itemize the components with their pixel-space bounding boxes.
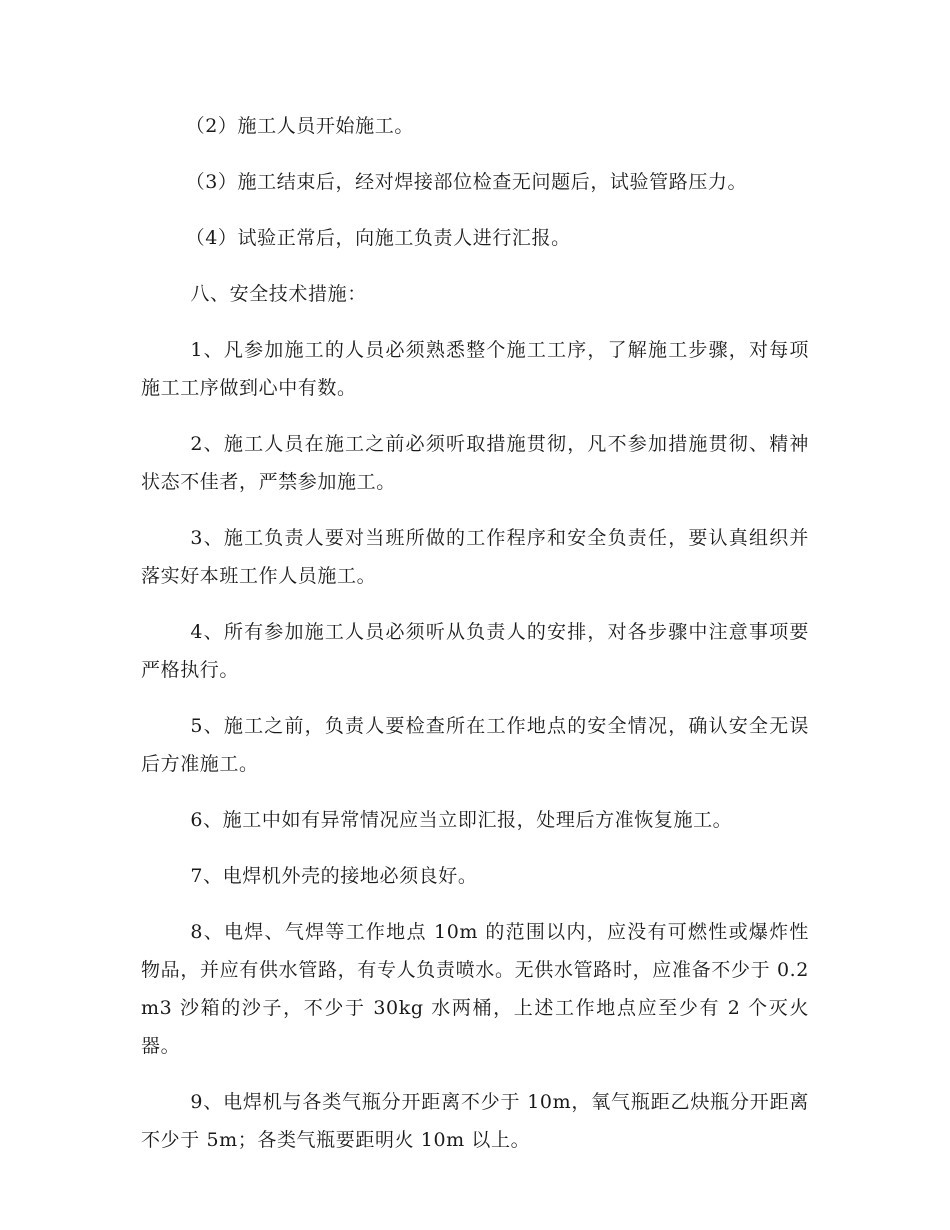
safety-item-7: 7、电焊机外壳的接地必须良好。	[190, 865, 478, 887]
step-2-paragraph: （2）施工人员开始施工。	[185, 115, 414, 137]
safety-item-5: 5、施工之前，负责人要检查所在工作地点的安全情况，确认安全无误后方准施工。	[141, 715, 809, 775]
safety-item-8: 8、电焊、气焊等工作地点 10m 的范围以内，应没有可燃性或爆炸性物品，并应有供水管路，有专人负责喷水。无供水管路时，应准备不少于 0.2m3 沙箱的沙子，不少于 30kg 水两桶，上述工作地点应至少有 2 个灭火器。	[141, 921, 809, 1057]
document-body	[141, 107, 809, 1159]
safety-item-1: 1、凡参加施工的人员必须熟悉整个施工工序，了解施工步骤，对每项施工工序做到心中有数。	[141, 339, 809, 399]
safety-item-6: 6、施工中如有异常情况应当立即汇报，处理后方准恢复施工。	[190, 809, 733, 831]
safety-item-2: 2、施工人员在施工之前必须听取措施贯彻，凡不参加措施贯彻、精神状态不佳者，严禁参加施工。	[141, 433, 809, 493]
section-heading: 八、安全技术措施：	[190, 283, 367, 305]
safety-item-4: 4、所有参加施工人员必须听从负责人的安排，对各步骤中注意事项要严格执行。	[141, 621, 809, 681]
step-4-paragraph: （4）试验正常后，向施工负责人进行汇报。	[185, 227, 571, 249]
safety-item-9: 9、电焊机与各类气瓶分开距离不少于 10m，氧气瓶距乙炔瓶分开距离不少于 5m；各类气瓶要距明火 10m 以上。	[141, 1091, 809, 1151]
safety-item-3: 3、施工负责人要对当班所做的工作程序和安全负责任，要认真组织并落实好本班工作人员施工。	[141, 527, 809, 587]
step-3-paragraph: （3）施工结束后，经对焊接部位检查无问题后，试验管路压力。	[185, 171, 748, 193]
